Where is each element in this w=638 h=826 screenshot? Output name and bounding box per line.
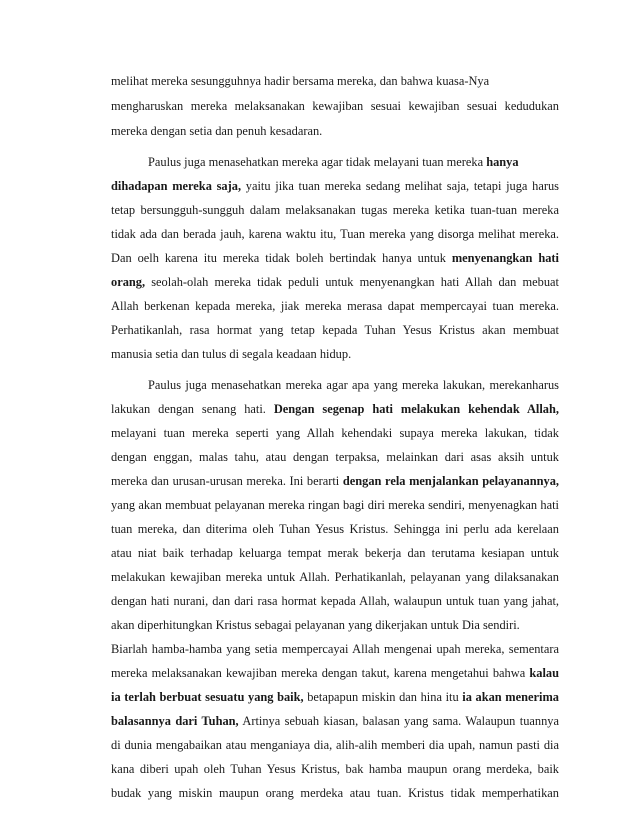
text-segment: melakukan kewajiban mereka untuk Allah. Perhatikanlah, pelayanan yang dilaksanakan bbox=[111, 570, 559, 584]
bold-text-segment: orang, bbox=[111, 275, 146, 289]
text-line bbox=[111, 298, 559, 314]
text-segment: betapapun miskin dan hina itu bbox=[303, 690, 463, 704]
bold-text-segment: dengan rela menjalankan pelayanannya, bbox=[342, 474, 560, 488]
text-line bbox=[111, 178, 559, 194]
text-line bbox=[111, 521, 559, 537]
text-segment: Dan oelh karena itu mereka tidak boleh bertindak hanya untuk bbox=[111, 251, 452, 265]
text-segment: melihat mereka sesungguhnya hadir bersama mereka, dan bahwa kuasa-Nya bbox=[111, 74, 490, 88]
text-segment: tetap bersungguh-sungguh dalam melaksanakan tugas mereka ketika tuan-tuan mereka bbox=[111, 203, 559, 217]
text-segment: Perhatikanlah, rasa hormat yang tetap kepada Tuhan Yesus Kristus akan membuat bbox=[111, 323, 559, 337]
bold-text-segment: balasannya dari Tuhan, bbox=[111, 714, 239, 728]
text-segment: atau niat baik terhadap keluarga tempat merak bekerja dan terutama kesiapan untuk bbox=[111, 546, 559, 560]
text-segment: mereka melaksanakan kewajiban mereka dengan takut, karena mengetahui bahwa bbox=[111, 666, 530, 680]
text-segment: Paulus juga menasehatkan mereka agar apa yang mereka lakukan, merekanharus bbox=[148, 378, 559, 392]
text-line bbox=[111, 473, 559, 489]
bold-text-segment: dihadapan mereka saja, bbox=[111, 179, 242, 193]
text-line bbox=[111, 569, 559, 585]
text-line bbox=[111, 641, 559, 657]
text-segment: mereka dan urusan-urusan mereka. Ini berarti bbox=[111, 474, 343, 488]
text-segment: manusia setia dan tulus di segala keadaan hidup. bbox=[111, 347, 352, 361]
text-line bbox=[111, 785, 559, 801]
bold-text-segment: Dengan segenap hati melakukan kehendak Allah, bbox=[273, 402, 559, 416]
text-line bbox=[111, 401, 559, 417]
text-line bbox=[111, 761, 559, 777]
text-segment: tidak ada dan berada jauh, karena waktu itu, Tuan mereka yang disorga melihat mereka. bbox=[111, 227, 559, 241]
text-segment: Artinya sebuah kiasan, balasan yang sama. Walaupun tuannya bbox=[238, 714, 559, 728]
bold-text-segment: kalau bbox=[529, 666, 559, 680]
bold-text-segment: menyenangkan hati bbox=[451, 251, 559, 265]
text-line bbox=[111, 250, 559, 266]
text-segment: akan diperhitungkan Kristus sebagai pelayanan yang dikerjakan untuk Dia sendiri. bbox=[111, 618, 520, 632]
text-segment: dengan enggan, malas tahu, atau dengan terpaksa, melainkan dari asas aksih untuk bbox=[111, 450, 559, 464]
text-line bbox=[111, 274, 559, 290]
text-segment: dengan hati nurani, dan dari rasa hormat kepada Allah, walaupun untuk tuan yang jahat, bbox=[111, 594, 559, 608]
bold-text-segment: ia terlah berbuat sesuatu yang baik, bbox=[111, 690, 304, 704]
text-line bbox=[111, 346, 559, 362]
text-segment: yang akan membuat pelayanan mereka ringan bagi diri mereka sendiri, menyenagkan hati bbox=[111, 498, 559, 512]
text-line bbox=[111, 123, 559, 139]
text-line bbox=[111, 713, 559, 729]
text-segment: Biarlah hamba-hamba yang setia mempercayai Allah mengenai upah mereka, sementara bbox=[111, 642, 559, 656]
text-segment: kana diberi upah oleh Tuhan Yesus Kristus, bak hamba maupun orang merdeka, baik bbox=[111, 762, 559, 776]
text-segment: lakukan dengan senang hati. bbox=[111, 402, 274, 416]
text-line bbox=[111, 425, 559, 441]
text-line bbox=[111, 593, 559, 609]
text-segment: di dunia mengabaikan atau menganiaya dia, alih-alih memberi dia upah, namun pasti dia bbox=[111, 738, 559, 752]
text-line bbox=[111, 737, 559, 753]
text-segment: melayani tuan mereka seperti yang Allah kehendaki supaya mereka lakukan, tidak bbox=[111, 426, 559, 440]
text-segment: mengharuskan mereka melaksanakan kewajiban sesuai kewajiban sesuai kedudukan bbox=[111, 99, 559, 113]
text-line bbox=[111, 202, 559, 218]
text-line bbox=[111, 617, 559, 633]
text-segment: yaitu jika tuan mereka sedang melihat saja, tetapi juga harus bbox=[241, 179, 559, 193]
text-line bbox=[111, 226, 559, 242]
text-line bbox=[111, 449, 559, 465]
text-line bbox=[111, 322, 559, 338]
text-line bbox=[111, 98, 559, 114]
text-segment: seolah-olah mereka tidak peduli untuk menyenangkan hati Allah dan mebuat bbox=[145, 275, 559, 289]
text-line bbox=[111, 497, 559, 513]
text-segment: Paulus juga menasehatkan mereka agar tidak melayani tuan mereka bbox=[148, 155, 487, 169]
text-line bbox=[148, 377, 559, 393]
text-segment: Allah berkenan kepada mereka, jiak mereka merasa dapat mempercayai tuan mereka. bbox=[111, 299, 559, 313]
text-line bbox=[111, 689, 559, 705]
text-segment: tuan mereka, dan diterima oleh Tuhan Yesus Kristus. Sehingga ini perlu ada kerelaan bbox=[111, 522, 559, 536]
text-line bbox=[111, 665, 559, 681]
text-segment: mereka dengan setia dan penuh kesadaran. bbox=[111, 124, 323, 138]
text-segment: budak yang miskin maupun orang merdeka atau tuan. Kristus tidak memperhatikan bbox=[111, 786, 559, 800]
text-line bbox=[111, 73, 559, 89]
bold-text-segment: hanya bbox=[486, 155, 519, 169]
text-line bbox=[111, 545, 559, 561]
text-line bbox=[148, 154, 559, 170]
bold-text-segment: ia akan menerima bbox=[462, 690, 559, 704]
